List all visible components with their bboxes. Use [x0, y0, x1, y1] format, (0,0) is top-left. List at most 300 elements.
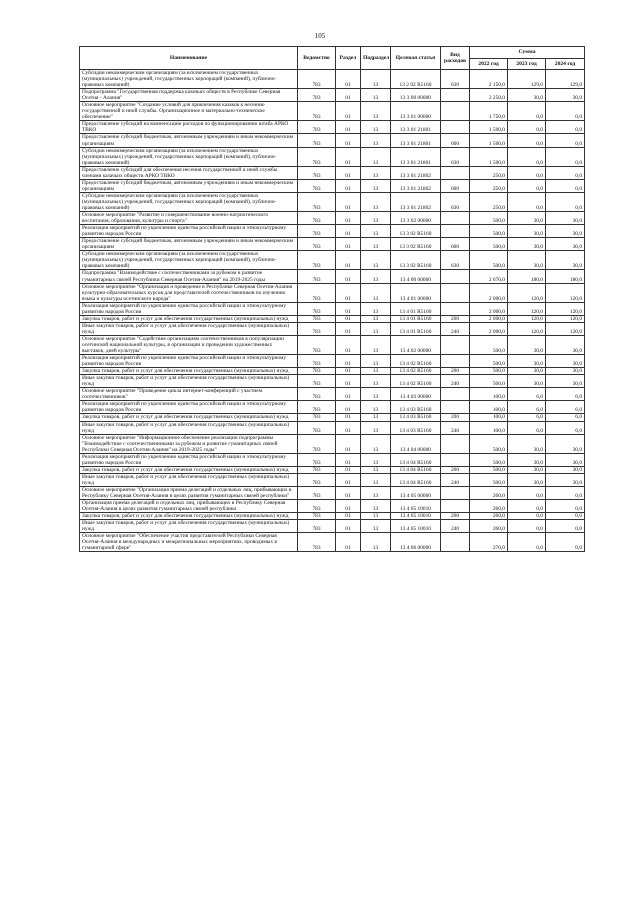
row-expense-type: 600 [441, 179, 470, 192]
row-sum-2022: 500,0 [470, 355, 508, 368]
row-razdel: 01 [336, 487, 361, 500]
row-vedomstvo: 783 [298, 270, 336, 283]
row-expense-type [441, 533, 470, 552]
row-sum-2024: 0,0 [546, 533, 585, 552]
row-sum-2024: 180,0 [546, 270, 585, 283]
table-row [80, 166, 585, 179]
row-name: Иные закупки товаров, работ и услуг для обеспечения государственных (муниципальных) нужд [80, 421, 298, 434]
row-sum-2023: 0,0 [508, 500, 546, 513]
row-sum-2022: 2 000,0 [470, 315, 508, 322]
row-sum-2022: 500,0 [470, 212, 508, 225]
row-razdel: 01 [336, 368, 361, 375]
row-razdel: 01 [336, 166, 361, 179]
row-podrazdel: 13 [361, 70, 391, 89]
row-target-article: 13 4 04 R5160 [391, 453, 441, 466]
row-sum-2023: 30,0 [508, 434, 546, 453]
row-expense-type: 200 [441, 368, 470, 375]
row-sum-2022: 500,0 [470, 335, 508, 354]
row-sum-2024: 0,0 [546, 487, 585, 500]
row-podrazdel: 13 [361, 147, 391, 166]
row-sum-2023: 120,0 [508, 283, 546, 302]
row-target-article: 13 4 02 R5160 [391, 375, 441, 388]
row-razdel: 01 [336, 434, 361, 453]
row-vedomstvo: 783 [298, 513, 336, 520]
row-podrazdel: 13 [361, 238, 391, 251]
row-expense-type [441, 270, 470, 283]
row-expense-type: 240 [441, 520, 470, 533]
table-row [80, 453, 585, 466]
row-target-article: 13 4 02 R5160 [391, 368, 441, 375]
row-target-article: 13 4 05 00000 [391, 487, 441, 500]
row-sum-2023: 0,0 [508, 179, 546, 192]
row-sum-2022: 100,0 [470, 421, 508, 434]
row-sum-2024: 30,0 [546, 375, 585, 388]
table-row [80, 473, 585, 486]
row-sum-2024: 120,0 [546, 315, 585, 322]
row-vedomstvo: 783 [298, 302, 336, 315]
table-row [80, 322, 585, 335]
row-razdel: 01 [336, 421, 361, 434]
table-row [80, 270, 585, 283]
row-razdel: 01 [336, 251, 361, 270]
page-number: 105 [314, 32, 326, 40]
table-row [80, 434, 585, 453]
row-sum-2023: 30,0 [508, 225, 546, 238]
row-name: Реализация мероприятий по укреплению единства российской нации и этнокультурному развитию народов России [80, 355, 298, 368]
row-vedomstvo: 783 [298, 238, 336, 251]
row-vedomstvo: 783 [298, 473, 336, 486]
table-row [80, 179, 585, 192]
row-podrazdel: 13 [361, 421, 391, 434]
row-podrazdel: 13 [361, 401, 391, 414]
row-sum-2023: 0,0 [508, 192, 546, 211]
row-vedomstvo: 783 [298, 368, 336, 375]
row-name: Основное мероприятие "Организация приема делегаций и отдельных лиц, прибывающих в Республику Северная Осетия-Алания в целях развития гуманитарных связей республики" [80, 487, 298, 500]
row-sum-2022: 2 670,0 [470, 270, 508, 283]
row-sum-2022: 260,0 [470, 487, 508, 500]
row-name: Субсидии некоммерческим организациям (за исключением государственных (муниципальных) учреждений, государственных корпораций (компаний), публично-правовых компаний) [80, 147, 298, 166]
table-row [80, 414, 585, 421]
row-podrazdel: 13 [361, 520, 391, 533]
row-sum-2024: 120,0 [546, 322, 585, 335]
row-sum-2023: 30,0 [508, 453, 546, 466]
row-sum-2022: 500,0 [470, 225, 508, 238]
row-target-article: 13 4 01 R5160 [391, 322, 441, 335]
row-razdel: 01 [336, 102, 361, 121]
row-sum-2024: 0,0 [546, 500, 585, 513]
row-sum-2022: 1 500,0 [470, 121, 508, 134]
row-name: Закупка товаров, работ и услуг для обеспечения государственных (муниципальных) нужд [80, 466, 298, 473]
row-sum-2022: 250,0 [470, 192, 508, 211]
table-row [80, 121, 585, 134]
row-sum-2024: 0,0 [546, 166, 585, 179]
row-vedomstvo: 783 [298, 520, 336, 533]
row-sum-2024: 30,0 [546, 434, 585, 453]
row-vedomstvo: 783 [298, 414, 336, 421]
row-sum-2024: 30,0 [546, 89, 585, 102]
row-name: Подпрограмма "Взаимодействие с соотечественниками за рубежом и развитие гуманитарных связей Республики Северная Осетия-Алания" на 2019-2025 годы [80, 270, 298, 283]
row-expense-type [441, 434, 470, 453]
row-name: Основное мероприятие "Информационное обеспечение реализации подпрограммы "Взаимодействие с соотечественниками за рубежом и развитие гуманитарных связей Республики Северная Осетия-Алания" на 2019-2025 годы" [80, 434, 298, 453]
row-razdel: 01 [336, 212, 361, 225]
row-vedomstvo: 783 [298, 335, 336, 354]
row-podrazdel: 13 [361, 355, 391, 368]
row-razdel: 01 [336, 473, 361, 486]
row-target-article: 13 3 01 21802 [391, 179, 441, 192]
row-target-article: 13 3 01 21802 [391, 192, 441, 211]
row-target-article: 13 4 04 00000 [391, 434, 441, 453]
row-podrazdel: 13 [361, 487, 391, 500]
row-sum-2024: 30,0 [546, 251, 585, 270]
row-sum-2023: 30,0 [508, 355, 546, 368]
row-expense-type: 240 [441, 375, 470, 388]
row-name: Закупка товаров, работ и услуг для обеспечения государственных (муниципальных) нужд [80, 414, 298, 421]
header-target-article: Целевая статья [391, 47, 441, 70]
row-podrazdel: 13 [361, 102, 391, 121]
row-razdel: 01 [336, 283, 361, 302]
row-sum-2023: 30,0 [508, 375, 546, 388]
table-row [80, 89, 585, 102]
row-target-article: 13 4 03 R5160 [391, 414, 441, 421]
row-name: Реализация мероприятий по укреплению единства российской нации и этнокультурному развитию народов России [80, 225, 298, 238]
table-row [80, 147, 585, 166]
table-row [80, 335, 585, 354]
row-name: Реализация мероприятий по укреплению единства российской нации и этнокультурному развитию народов России [80, 453, 298, 466]
row-razdel: 01 [336, 238, 361, 251]
row-podrazdel: 13 [361, 225, 391, 238]
row-target-article: 13 3 02 00000 [391, 212, 441, 225]
row-name: Основное мероприятие "Организация и проведение в Республике Северная Осетия-Алания культурно-образовательных курсов для представителей соотечественников по изучению языка и культуры осетинского народа" [80, 283, 298, 302]
row-vedomstvo: 783 [298, 70, 336, 89]
row-expense-type: 630 [441, 251, 470, 270]
row-sum-2022: 2 000,0 [470, 283, 508, 302]
row-expense-type [441, 500, 470, 513]
row-vedomstvo: 783 [298, 434, 336, 453]
row-expense-type [441, 283, 470, 302]
table-body [80, 70, 585, 552]
row-expense-type [441, 302, 470, 315]
row-sum-2024: 0,0 [546, 179, 585, 192]
row-sum-2023: 30,0 [508, 212, 546, 225]
row-sum-2023: 120,0 [508, 322, 546, 335]
row-podrazdel: 13 [361, 473, 391, 486]
row-sum-2023: 0,0 [508, 166, 546, 179]
row-sum-2022: 2 150,0 [470, 70, 508, 89]
row-sum-2024: 0,0 [546, 513, 585, 520]
row-target-article: 13 4 02 00000 [391, 335, 441, 354]
row-razdel: 01 [336, 500, 361, 513]
row-podrazdel: 13 [361, 179, 391, 192]
row-podrazdel: 13 [361, 533, 391, 552]
header-name: Наименование [80, 47, 298, 70]
row-target-article: 13 4 02 R5160 [391, 355, 441, 368]
header-expense-type: Вид расходов [441, 47, 470, 70]
table-row [80, 466, 585, 473]
row-expense-type [441, 487, 470, 500]
table-row [80, 70, 585, 89]
row-razdel: 01 [336, 147, 361, 166]
row-razdel: 01 [336, 179, 361, 192]
row-target-article: 13 3 01 21801 [391, 147, 441, 166]
row-expense-type: 200 [441, 466, 470, 473]
row-podrazdel: 13 [361, 270, 391, 283]
row-sum-2022: 500,0 [470, 434, 508, 453]
table-row [80, 368, 585, 375]
table-row [80, 388, 585, 401]
row-sum-2024: 0,0 [546, 121, 585, 134]
row-target-article: 13 4 01 R5160 [391, 302, 441, 315]
row-name: Закупка товаров, работ и услуг для обеспечения государственных (муниципальных) нужд [80, 315, 298, 322]
row-target-article: 13 3 02 R5160 [391, 225, 441, 238]
row-podrazdel: 13 [361, 414, 391, 421]
row-sum-2022: 100,0 [470, 388, 508, 401]
table-row [80, 500, 585, 513]
header-sum: Сумма [470, 47, 585, 59]
row-sum-2022: 500,0 [470, 466, 508, 473]
row-sum-2024: 6,0 [546, 421, 585, 434]
row-sum-2022: 250,0 [470, 179, 508, 192]
row-sum-2023: 120,0 [508, 302, 546, 315]
row-sum-2024: 120,0 [546, 302, 585, 315]
row-razdel: 01 [336, 453, 361, 466]
row-name: Закупка товаров, работ и услуг для обеспечения государственных (муниципальных) нужд [80, 368, 298, 375]
row-razdel: 01 [336, 315, 361, 322]
row-razdel: 01 [336, 466, 361, 473]
row-sum-2024: 0,0 [546, 134, 585, 147]
row-vedomstvo: 783 [298, 421, 336, 434]
row-name: Иные закупки товаров, работ и услуг для обеспечения государственных (муниципальных) нужд [80, 322, 298, 335]
row-sum-2023: 0,0 [508, 147, 546, 166]
row-vedomstvo: 783 [298, 89, 336, 102]
row-expense-type: 600 [441, 238, 470, 251]
row-expense-type: 240 [441, 322, 470, 335]
row-target-article: 13 4 00 00000 [391, 270, 441, 283]
row-sum-2022: 100,0 [470, 414, 508, 421]
header-podrazdel: Подраздел [361, 47, 391, 70]
row-sum-2023: 30,0 [508, 473, 546, 486]
table-row [80, 192, 585, 211]
row-sum-2023: 0,0 [508, 513, 546, 520]
row-sum-2022: 500,0 [470, 453, 508, 466]
row-target-article: 13 4 03 R5160 [391, 401, 441, 414]
row-podrazdel: 13 [361, 302, 391, 315]
row-sum-2024: 30,0 [546, 238, 585, 251]
row-sum-2023: 0,0 [508, 533, 546, 552]
row-podrazdel: 13 [361, 89, 391, 102]
row-target-article: 13 3 01 21801 [391, 121, 441, 134]
row-razdel: 01 [336, 89, 361, 102]
row-vedomstvo: 783 [298, 102, 336, 121]
row-sum-2024: 129,0 [546, 70, 585, 89]
row-target-article: 13 3 01 21802 [391, 166, 441, 179]
row-expense-type [441, 121, 470, 134]
row-razdel: 01 [336, 513, 361, 520]
table-row [80, 251, 585, 270]
row-name: Реализация мероприятий по укреплению единства российской нации и этнокультурному развитию народов России [80, 401, 298, 414]
row-sum-2023: 0,0 [508, 520, 546, 533]
row-vedomstvo: 783 [298, 322, 336, 335]
row-podrazdel: 13 [361, 335, 391, 354]
row-podrazdel: 13 [361, 212, 391, 225]
row-sum-2024: 30,0 [546, 466, 585, 473]
table-row [80, 487, 585, 500]
row-sum-2024: 30,0 [546, 473, 585, 486]
row-podrazdel: 13 [361, 192, 391, 211]
row-razdel: 01 [336, 225, 361, 238]
row-name: Иные закупки товаров, работ и услуг для обеспечения государственных (муниципальных) нужд [80, 520, 298, 533]
table-row [80, 533, 585, 552]
row-podrazdel: 13 [361, 322, 391, 335]
row-podrazdel: 13 [361, 315, 391, 322]
row-vedomstvo: 783 [298, 533, 336, 552]
row-razdel: 01 [336, 335, 361, 354]
table-row [80, 520, 585, 533]
row-podrazdel: 13 [361, 121, 391, 134]
row-razdel: 01 [336, 520, 361, 533]
table-row [80, 102, 585, 121]
row-sum-2024: 0,0 [546, 520, 585, 533]
row-name: Основное мероприятие "Содействие организациям соотечественников в популяризации осетинской национальной культуры, в организации и проведении художественных выставок, дней культуры" [80, 335, 298, 354]
row-sum-2023: 180,0 [508, 270, 546, 283]
row-podrazdel: 13 [361, 134, 391, 147]
row-expense-type: 240 [441, 473, 470, 486]
row-target-article: 13 3 02 R5160 [391, 251, 441, 270]
row-name: Основное мероприятие "Проведение цикла интернет-конференций с участием соотечественников" [80, 388, 298, 401]
row-vedomstvo: 783 [298, 375, 336, 388]
row-razdel: 01 [336, 302, 361, 315]
row-sum-2024: 120,0 [546, 283, 585, 302]
row-expense-type [441, 212, 470, 225]
row-expense-type: 630 [441, 147, 470, 166]
row-target-article: 13 4 01 00000 [391, 283, 441, 302]
row-sum-2022: 2 250,0 [470, 89, 508, 102]
row-name: Субсидии некоммерческим организациям (за исключением государственных (муниципальных) учреждений, государственных корпораций (компаний), публично-правовых компаний) [80, 251, 298, 270]
row-expense-type [441, 102, 470, 121]
row-sum-2022: 260,0 [470, 520, 508, 533]
row-sum-2023: 0,0 [508, 487, 546, 500]
row-target-article: 13 4 01 R5160 [391, 315, 441, 322]
row-podrazdel: 13 [361, 513, 391, 520]
row-sum-2022: 500,0 [470, 238, 508, 251]
row-sum-2022: 1 500,0 [470, 147, 508, 166]
row-expense-type [441, 335, 470, 354]
table-row [80, 212, 585, 225]
row-sum-2024: 30,0 [546, 368, 585, 375]
row-sum-2022: 1 500,0 [470, 134, 508, 147]
row-target-article: 13 4 04 R5160 [391, 473, 441, 486]
row-sum-2023: 30,0 [508, 89, 546, 102]
row-podrazdel: 13 [361, 500, 391, 513]
row-sum-2023: 30,0 [508, 335, 546, 354]
row-razdel: 01 [336, 355, 361, 368]
row-sum-2024: 6,0 [546, 414, 585, 421]
table-row [80, 355, 585, 368]
row-expense-type: 200 [441, 513, 470, 520]
row-sum-2023: 0,0 [508, 121, 546, 134]
row-sum-2022: 500,0 [470, 473, 508, 486]
header-razdel: Раздел [336, 47, 361, 70]
table-row [80, 513, 585, 520]
row-sum-2024: 30,0 [546, 453, 585, 466]
row-expense-type: 200 [441, 315, 470, 322]
row-name: Предоставление субсидий бюджетным, автономным учреждениям и иным некоммерческим организациям [80, 238, 298, 251]
row-sum-2023: 6,0 [508, 414, 546, 421]
row-target-article: 13 3 01 00000 [391, 102, 441, 121]
row-sum-2022: 500,0 [470, 368, 508, 375]
row-sum-2022: 100,0 [470, 401, 508, 414]
row-name: Иные закупки товаров, работ и услуг для обеспечения государственных (муниципальных) нужд [80, 473, 298, 486]
row-sum-2022: 500,0 [470, 375, 508, 388]
row-name: Субсидии некоммерческим организациям (за исключением государственных (муниципальных) учреждений, государственных корпораций (компаний), публично-правовых компаний) [80, 70, 298, 89]
row-name: Закупка товаров, работ и услуг для обеспечения государственных (муниципальных) нужд [80, 513, 298, 520]
row-target-article: 13 4 03 R5160 [391, 421, 441, 434]
row-vedomstvo: 783 [298, 401, 336, 414]
row-sum-2024: 30,0 [546, 335, 585, 354]
row-sum-2024: 6,0 [546, 388, 585, 401]
row-podrazdel: 13 [361, 283, 391, 302]
row-sum-2023: 129,0 [508, 70, 546, 89]
row-vedomstvo: 783 [298, 355, 336, 368]
row-razdel: 01 [336, 121, 361, 134]
row-sum-2023: 120,0 [508, 315, 546, 322]
row-podrazdel: 13 [361, 388, 391, 401]
row-razdel: 01 [336, 401, 361, 414]
row-expense-type: 200 [441, 414, 470, 421]
row-sum-2023: 6,0 [508, 401, 546, 414]
row-expense-type [441, 453, 470, 466]
row-sum-2022: 250,0 [470, 166, 508, 179]
row-target-article: 13 4 05 10010 [391, 500, 441, 513]
row-razdel: 01 [336, 192, 361, 211]
row-razdel: 01 [336, 388, 361, 401]
row-vedomstvo: 783 [298, 500, 336, 513]
row-name: Субсидии некоммерческим организациям (за исключением государственных (муниципальных) учреждений, государственных корпораций (компаний), публично-правовых компаний) [80, 192, 298, 211]
row-sum-2022: 500,0 [470, 251, 508, 270]
row-sum-2023: 0,0 [508, 102, 546, 121]
row-podrazdel: 13 [361, 368, 391, 375]
row-sum-2024: 0,0 [546, 192, 585, 211]
row-sum-2024: 6,0 [546, 401, 585, 414]
row-vedomstvo: 783 [298, 147, 336, 166]
header-year-2023: 2023 год [508, 59, 546, 70]
row-vedomstvo: 783 [298, 192, 336, 211]
row-vedomstvo: 783 [298, 453, 336, 466]
row-vedomstvo: 783 [298, 388, 336, 401]
row-sum-2024: 0,0 [546, 102, 585, 121]
row-target-article: 13 4 04 R5160 [391, 466, 441, 473]
row-sum-2023: 30,0 [508, 466, 546, 473]
row-target-article: 13 3 02 R5160 [391, 238, 441, 251]
row-sum-2023: 30,0 [508, 251, 546, 270]
row-expense-type [441, 401, 470, 414]
row-sum-2022: 2 000,0 [470, 302, 508, 315]
row-target-article: 13 4 03 00000 [391, 388, 441, 401]
row-podrazdel: 13 [361, 166, 391, 179]
row-sum-2024: 30,0 [546, 225, 585, 238]
row-target-article: 13 3 01 21801 [391, 134, 441, 147]
row-sum-2023: 0,0 [508, 134, 546, 147]
row-sum-2022: 260,0 [470, 500, 508, 513]
row-expense-type [441, 166, 470, 179]
row-sum-2024: 30,0 [546, 355, 585, 368]
table-row [80, 238, 585, 251]
table-row [80, 315, 585, 322]
row-razdel: 01 [336, 134, 361, 147]
row-name: Основное мероприятие "Развитие и совершенствование военно-патриотического воспитания, образования, культуры и спорта" [80, 212, 298, 225]
row-expense-type: 240 [441, 421, 470, 434]
row-name: Иные закупки товаров, работ и услуг для обеспечения государственных (муниципальных) нужд [80, 375, 298, 388]
row-sum-2022: 260,0 [470, 513, 508, 520]
